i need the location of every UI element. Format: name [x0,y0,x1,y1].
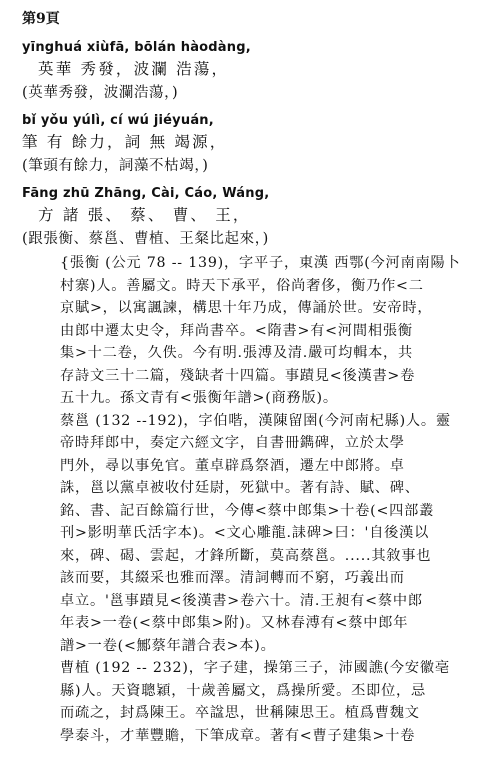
verse-2 [22,113,228,175]
commentary-line: 村寨)人。善屬文。時天下承平，俗尚奢侈，衡乃作<二 [60,277,424,294]
commentary-block [60,252,490,747]
commentary-line: 縣)人。天資聰穎，十歲善屬文，爲操所愛。丕即位，忌 [60,682,427,699]
commentary-line: 京賦>，以寓諷諫，構思十年乃成，傳誦於世。安帝時， [60,300,433,316]
verse-gloss: (英華秀發，波瀾浩蕩，) [22,85,179,101]
commentary-line: 譜>一卷(<鄦蔡年譜合表>本)。 [60,637,276,654]
commentary-line: 來，碑、碣、雲起，才鋒所斷，莫高蔡邕。.....其敘事也 [60,547,432,564]
commentary-line: 門外，尋以事免官。董卓辟爲祭酒，遷左中郎將。卓 [60,457,405,474]
verse-pinyin: Fāng zhū Zhāng, Cài, Cáo, Wáng, [22,186,270,201]
commentary-line: 銘、書、記百餘篇行世，今傳<蔡中郎集>十卷(<四部叢 [60,502,435,519]
commentary-line: 年表>一卷(<蔡中郎集>附)。又林春溥有<蔡中郎年 [60,615,409,631]
commentary-line: 曹植 (192 -- 232)，字子建，操第三子，沛國譙(今安徽亳 [60,660,450,676]
verse-3 [22,186,269,248]
commentary-line: 帝時拜郎中，奏定六經文字，自書冊鐫碑，立於太學 [60,435,405,451]
verse-chinese: 方 諸 張、 蔡、 曹、 王， [38,206,251,224]
commentary-line: 學泰斗，才華豐贍，下筆成章。著有<曹子建集>十卷 [60,727,416,744]
verse-pinyin: yīnghuá xiùfā, bōlán hàodàng, [22,40,251,55]
commentary-line: 五十九。孫文青有<張衡年譜>(商務版)。 [60,390,338,406]
verse-pinyin: bǐ yǒu yúlì, cí wú jiéyuán, [22,113,214,128]
commentary-line: 該而要，其綴采也雅而澤。清詞轉而不窮，巧義出而 [60,570,405,586]
verse-chinese: 筆 有 餘力，詞 無 竭源， [22,133,228,151]
commentary-line: 刊>影明華氏活字本)。<文心雕龍.誄碑>曰：'自後漢以 [60,525,430,541]
commentary-line: 集>十二卷，久佚。今有明.張溥及清.嚴可均輯本，共 [60,345,414,361]
commentary-line: 存詩文三十二篇，殘缺者十四篇。事蹟見<後漢書>卷 [60,367,416,384]
verse-chinese: 英華 秀發，波瀾 浩蕩， [38,60,230,78]
commentary-line: 蔡邕 (132 --192)，字伯喈，漢陳留圉(今河南杞縣)人。靈 [60,412,451,429]
commentary-line: {張衡 (公元 78 -- 139)，字平子，東漢 西鄂(今河南南陽卜 [60,255,461,271]
commentary-line: 誅，邕以黨卓被收付廷尉，死獄中。著有詩、賦、碑、 [60,480,420,496]
verse-1 [22,40,251,102]
page-number: 第9頁 [22,11,60,27]
verse-gloss: (跟張衡、蔡邕、曹植、王粲比起來，) [22,231,269,247]
commentary-line: 由郎中遷太史令，拜尚書卒。<隋書>有<河間相張衡 [60,322,413,339]
commentary-line: 而疏之，封爲陳王。卒諡思，世稱陳思王。植爲曹魏文 [60,705,420,721]
verse-gloss: (筆頭有餘力，詞藻不枯竭，) [22,158,209,174]
commentary-line: 卓立。'邕事蹟見<後漢書>卷六十。清.王昶有<蔡中郎 [60,592,423,609]
